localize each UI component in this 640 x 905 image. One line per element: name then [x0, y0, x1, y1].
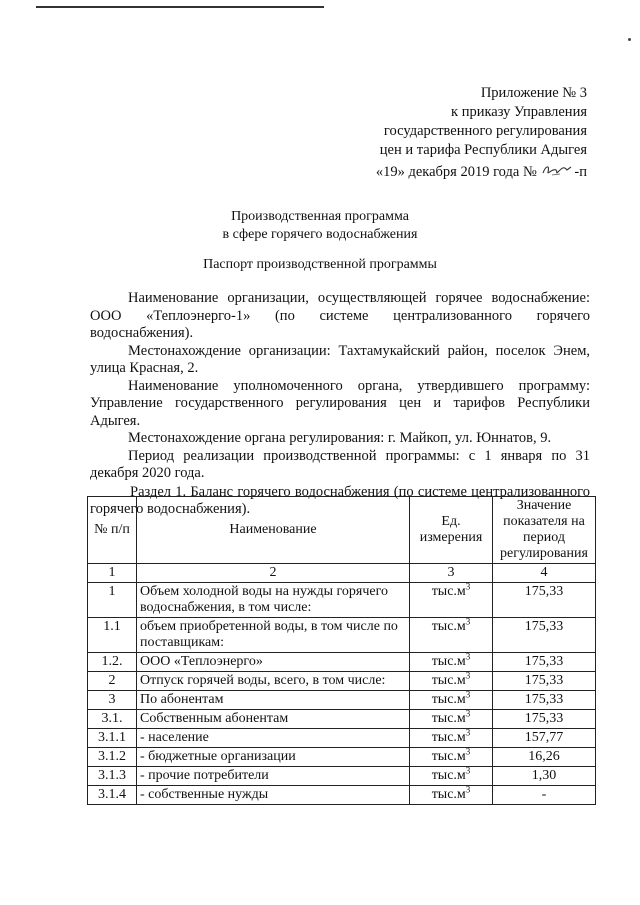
row-unit: $тыс.м^3$ [410, 786, 493, 805]
order-number-suffix: -п [574, 164, 587, 180]
order-date: «19» декабря 2019 года № [375, 164, 537, 180]
passport-heading: Паспорт производственной программы [203, 257, 437, 272]
row-name: Объем холодной воды на нужды горячего водоснабжения, в том числе: [137, 583, 410, 618]
appendix-line: государственного регулирования [383, 123, 587, 139]
row-name: ООО «Теплоэнерго» [137, 653, 410, 672]
appendix-line: Приложение № 3 [480, 85, 587, 101]
row-unit: $тыс.м^3$ [410, 710, 493, 729]
row-value: 175,33 [493, 691, 596, 710]
appendix-header [376, 84, 587, 182]
table-row [88, 729, 596, 748]
passport-body [90, 290, 590, 519]
section-heading: Раздел 1. Баланс горячего водоснабжения (по системе централизованного горячего водоснабжения). [90, 483, 590, 517]
row-name: объем приобретенной воды, в том числе по поставщикам: [137, 618, 410, 653]
table-header-row [88, 497, 596, 564]
row-number: 3.1. [88, 710, 137, 729]
table-row [88, 691, 596, 710]
row-name: - собственные нужды [137, 786, 410, 805]
row-value: 175,33 [493, 653, 596, 672]
row-number: 3 [88, 691, 137, 710]
row-unit: $тыс.м^3$ [410, 618, 493, 653]
row-number: 1.1 [88, 618, 137, 653]
row-name: - бюджетные организации [137, 748, 410, 767]
row-unit: $тыс.м^3$ [410, 672, 493, 691]
header-cell-name: Наименование [137, 497, 410, 564]
row-name: - прочие потребители [137, 767, 410, 786]
row-unit: $тыс.м^3$ [410, 729, 493, 748]
table-index-row [88, 564, 596, 583]
scan-artifact-line [36, 6, 324, 8]
row-value: 175,33 [493, 710, 596, 729]
index-cell: 4 [493, 564, 596, 583]
appendix-line: к приказу Управления [451, 104, 587, 120]
row-value: 175,33 [493, 618, 596, 653]
row-name: Собственным абонентам [137, 710, 410, 729]
table-row [88, 786, 596, 805]
row-value: 175,33 [493, 583, 596, 618]
row-unit: $тыс.м^3$ [410, 583, 493, 618]
row-unit: $тыс.м^3$ [410, 653, 493, 672]
row-value: 1,30 [493, 767, 596, 786]
index-cell: 2 [137, 564, 410, 583]
row-unit: $тыс.м^3$ [410, 691, 493, 710]
table-row [88, 710, 596, 729]
authority-paragraph: Наименование уполномоченного органа, утвердившего программу: Управление государственного регулирования цен и тарифов Республики Адыгея. [90, 377, 590, 429]
index-cell: 1 [88, 564, 137, 583]
period-paragraph: Период реализации производственной программы: с 1 января по 31 декабря 2020 года. [90, 447, 590, 481]
row-number: 1.2. [88, 653, 137, 672]
row-name: По абонентам [137, 691, 410, 710]
program-title-line2: в сфере горячего водоснабжения [222, 227, 418, 242]
row-name: - население [137, 729, 410, 748]
row-value: 157,77 [493, 729, 596, 748]
table-row [88, 767, 596, 786]
order-date-line [376, 160, 587, 182]
organization-location-paragraph: Местонахождение организации: Тахтамукайский район, поселок Энем, улица Красная, 2. [90, 342, 590, 376]
row-number: 2 [88, 672, 137, 691]
header-cell-number: № п/п [88, 497, 137, 564]
row-value: 16,26 [493, 748, 596, 767]
handwritten-number-signature [540, 162, 574, 184]
table-row [88, 618, 596, 653]
table-row [88, 748, 596, 767]
row-value: 175,33 [493, 672, 596, 691]
table-row [88, 583, 596, 618]
row-name: Отпуск горячей воды, всего, в том числе: [137, 672, 410, 691]
row-number: 3.1.3 [88, 767, 137, 786]
appendix-line: цен и тарифа Республики Адыгея [379, 142, 587, 158]
program-title [0, 208, 640, 244]
row-number: 3.1.2 [88, 748, 137, 767]
index-cell: 3 [410, 564, 493, 583]
header-cell-unit: Ед. измерения [410, 497, 493, 564]
header-cell-value: Значение показателя на период регулирования [493, 497, 596, 564]
row-number: 1 [88, 583, 137, 618]
table-row [88, 653, 596, 672]
row-unit: $тыс.м^3$ [410, 767, 493, 786]
balance-table [87, 496, 596, 805]
organization-name-paragraph: Наименование организации, осуществляющей горячее водоснабжение: ООО «Теплоэнерго-1» (по системе централизованного горячего водоснабжения). [90, 290, 590, 341]
row-number: 3.1.4 [88, 786, 137, 805]
row-unit: $тыс.м^3$ [410, 748, 493, 767]
table-row [88, 672, 596, 691]
row-number: 3.1.1 [88, 729, 137, 748]
row-value: - [493, 786, 596, 805]
program-title-line1: Производственная программа [231, 209, 409, 224]
scan-artifact-dot [628, 38, 631, 41]
authority-location-paragraph: Местонахождение органа регулирования: г. Майкоп, ул. Юннатов, 9. [128, 430, 552, 446]
